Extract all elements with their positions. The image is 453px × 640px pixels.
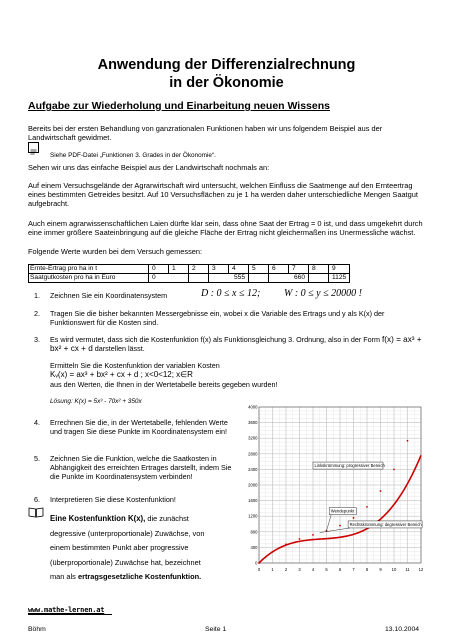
x-tick-label: 9 [379,567,382,572]
footer-author: Böhm [28,626,46,633]
intro-text: Bereits bei der ersten Behandlung von ganzrationalen Funktionen haben wir uns folgendem Beispiel aus der Landwirtschaft gewidmet. [28,124,383,143]
x-tick-label: 5 [325,567,328,572]
info-text [50,512,245,585]
task-5-number: 5. [34,454,40,463]
title-line-2: in der Ökonomie [169,75,284,91]
data-point [366,506,368,508]
paragraph-experiment: Auf einem Versuchsgelände der Agrarwirtschaft wird untersucht, welchen Einfluss die Saatmenge auf den Ernteertrag eines bestimmten Getreides besitzt. Auf 10 Versuchsflächen zu je 1 ha werden daher unterschiedliche Mengen Saatgut aufgebracht. [28,181,418,209]
y-tick-label: 4000 [248,405,258,410]
x-tick-label: 1 [271,567,274,572]
info-line-2: degressive (unterproportionale) Zuwächse, von [50,528,205,538]
info-line-3: einem bestimmten Punkt aber progressive [50,543,189,553]
x-tick-label: 4 [311,567,315,572]
chart-annotations [313,462,422,533]
data-point [353,517,355,519]
table-cell: 5 [249,265,269,274]
paragraph-values-intro: Folgende Werte wurden bei dem Versuch gemessen: [28,247,203,256]
y-tick-label: 3600 [248,420,258,426]
table-cell: 1 [169,265,189,274]
data-point [272,551,274,553]
task-6-text: Interpretieren Sie diese Kostenfunktion! [50,495,176,504]
paragraph-intro-example: Sehen wir uns das einfache Beispiel aus der Landwirtschaft nochmals an: [28,163,270,172]
title-line-1: Anwendung der Differenzialrechnung [97,57,356,73]
task-6-number: 6. [34,495,40,504]
table-cell [249,274,269,283]
table-cell: 2 [189,265,209,274]
table-cell: 555 [209,274,249,283]
table-cell: 6 [269,265,289,274]
book-icon [28,505,44,523]
x-tick-label: 10 [391,567,397,572]
data-point [339,525,341,527]
x-tick-label: 3 [298,567,301,572]
y-tick-label: 1600 [248,498,258,504]
table-row-label: Saatgutkosten pro ha in Euro [29,274,149,283]
task-4-text: Errechnen Sie die, in der Wertetabelle, fehlenden Werte und tragen Sie diese Punkte im Koordinatensystem ein! [50,418,228,436]
task-3-number: 3. [34,335,40,344]
pdf-reference[interactable]: Siehe PDF-Datei „Funktionen 3. Grades in der Ökonomie“. [50,152,216,159]
task-3-lead: Es wird vermutet, dass sich die Kostenfunktion f(x) als Funktionsgleichung 3. Ordnung, also in der Form [50,335,380,344]
values-table [28,264,350,283]
task-5-text: Zeichnen Sie die Funktion, welche die Saatkosten in Abhängigkeit des erreichten Ertrages darstellt, indem Sie die Punkte im Koordinatensystem verbinden! [50,454,232,481]
annotation-label: Rechtskrümmung: degressiver Bereich [349,521,422,527]
chart-ticks [248,405,424,572]
info-line-5b: ertragsgesetzliche Kostenfunktion. [77,572,202,582]
x-tick-label: 2 [284,567,288,572]
data-point [258,562,260,564]
x-tick-label: 7 [352,567,355,572]
data-point [380,490,382,492]
y-tick-label: 2000 [248,482,258,488]
task-1-number: 1. [34,291,40,300]
task-3b-line-2: Kᵥ(x) = ax³ + bx² + cx + d ; x<0<12; x∈R [50,370,193,379]
task-3-form: f(x) = ax³ + bx² + cx + d [50,335,422,353]
section-subtitle: Aufgabe zur Wiederholung und Einarbeitung neuen Wissens [28,100,330,112]
task-3b-line-1: Ermitteln Sie die Kostenfunktion der variablen Kosten [50,361,220,370]
pdf-document-icon[interactable] [28,142,39,153]
task-3-tail: darstellen lässt. [94,344,145,353]
table-cell: 0 [149,265,169,274]
annotation-pointer [327,515,332,531]
table-cell: 7 [289,265,309,274]
table-cell [189,274,209,283]
table-cell: 4 [229,265,249,274]
task-4-number: 4. [34,418,40,427]
data-point [299,538,301,540]
y-tick-label: 2400 [248,466,258,472]
table-row [29,274,350,283]
y-tick-label: 3200 [248,435,258,441]
y-tick-label: 2800 [248,451,258,457]
info-line-5a: man als [50,572,76,582]
x-tick-label: 8 [365,567,369,572]
task-3-text [50,335,425,353]
y-tick-label: 400 [250,544,258,550]
page-title [0,56,453,92]
table-row-label: Ernte-Ertrag pro ha in t [29,265,149,274]
x-tick-label: 11 [405,567,410,572]
task-2-number: 2. [34,309,40,318]
x-tick-label: 0 [257,567,261,572]
data-point [312,534,314,536]
x-tick-label: 12 [418,567,424,572]
data-point [407,440,409,442]
data-point [393,469,395,471]
annotation-label: Wendepunkt [330,508,355,514]
task-2-text: Tragen Sie die bisher bekannten Messergebnisse ein, wobei x die Variable des Ertrags und y als K(x) der Funktionswert für die Kosten sind. [50,309,385,327]
task-1-range: W : 0 ≤ y ≤ 20000 ! [284,288,362,299]
table-cell: 9 [329,265,350,274]
paragraph-explanation: Auch einem agrarwissenschaftlichen Laien dürfte klar sein, dass ohne Saat der Ertrag = 0 ist, und dass umgekehrt durch eine immer größere Saateinbringung auf die gleiche Fläche der Ertrag nicht gleichermaßen ins Unermessliche wächst. [28,219,423,238]
info-bold: Eine Kostenfunktion K(x), [50,514,146,523]
table-cell: 660 [269,274,309,283]
footer-logo[interactable]: www.mathe-lernen.at [28,606,105,614]
y-tick-label: 1200 [248,513,258,519]
table-row [29,265,350,274]
x-tick-label: 6 [338,567,342,572]
data-point [285,543,287,545]
footer-rule [28,614,112,615]
table-cell: 8 [309,265,329,274]
y-tick-label: 0 [255,560,258,566]
table-cell: 1125 [329,274,350,283]
info-rest: die zunächst [147,514,189,523]
table-cell: 3 [209,265,229,274]
table-cell [309,274,329,283]
task-1-domain: D : 0 ≤ x ≤ 12; [201,288,261,299]
chart-grid [259,407,421,563]
task-3b-line-3: aus den Werten, die Ihnen in der Wertetabelle bereits gegeben wurden! [50,380,278,389]
y-tick-label: 800 [250,529,258,535]
solution-text: Lösung: K(x) = 5x³ - 70x² + 350x [50,398,142,405]
cost-function-chart [245,405,425,575]
footer-date: 13.10.2004 [385,626,420,633]
info-line-4: (überproportionale) Zuwächse hat, bezeichnet [50,557,201,567]
table-cell: 0 [149,274,189,283]
task-1-text: Zeichnen Sie ein Koordinatensystem [50,291,168,300]
annotation-label: Linkskrümmung: progressiver Bereich [314,463,385,469]
footer-page: Seite 1 [205,626,227,633]
